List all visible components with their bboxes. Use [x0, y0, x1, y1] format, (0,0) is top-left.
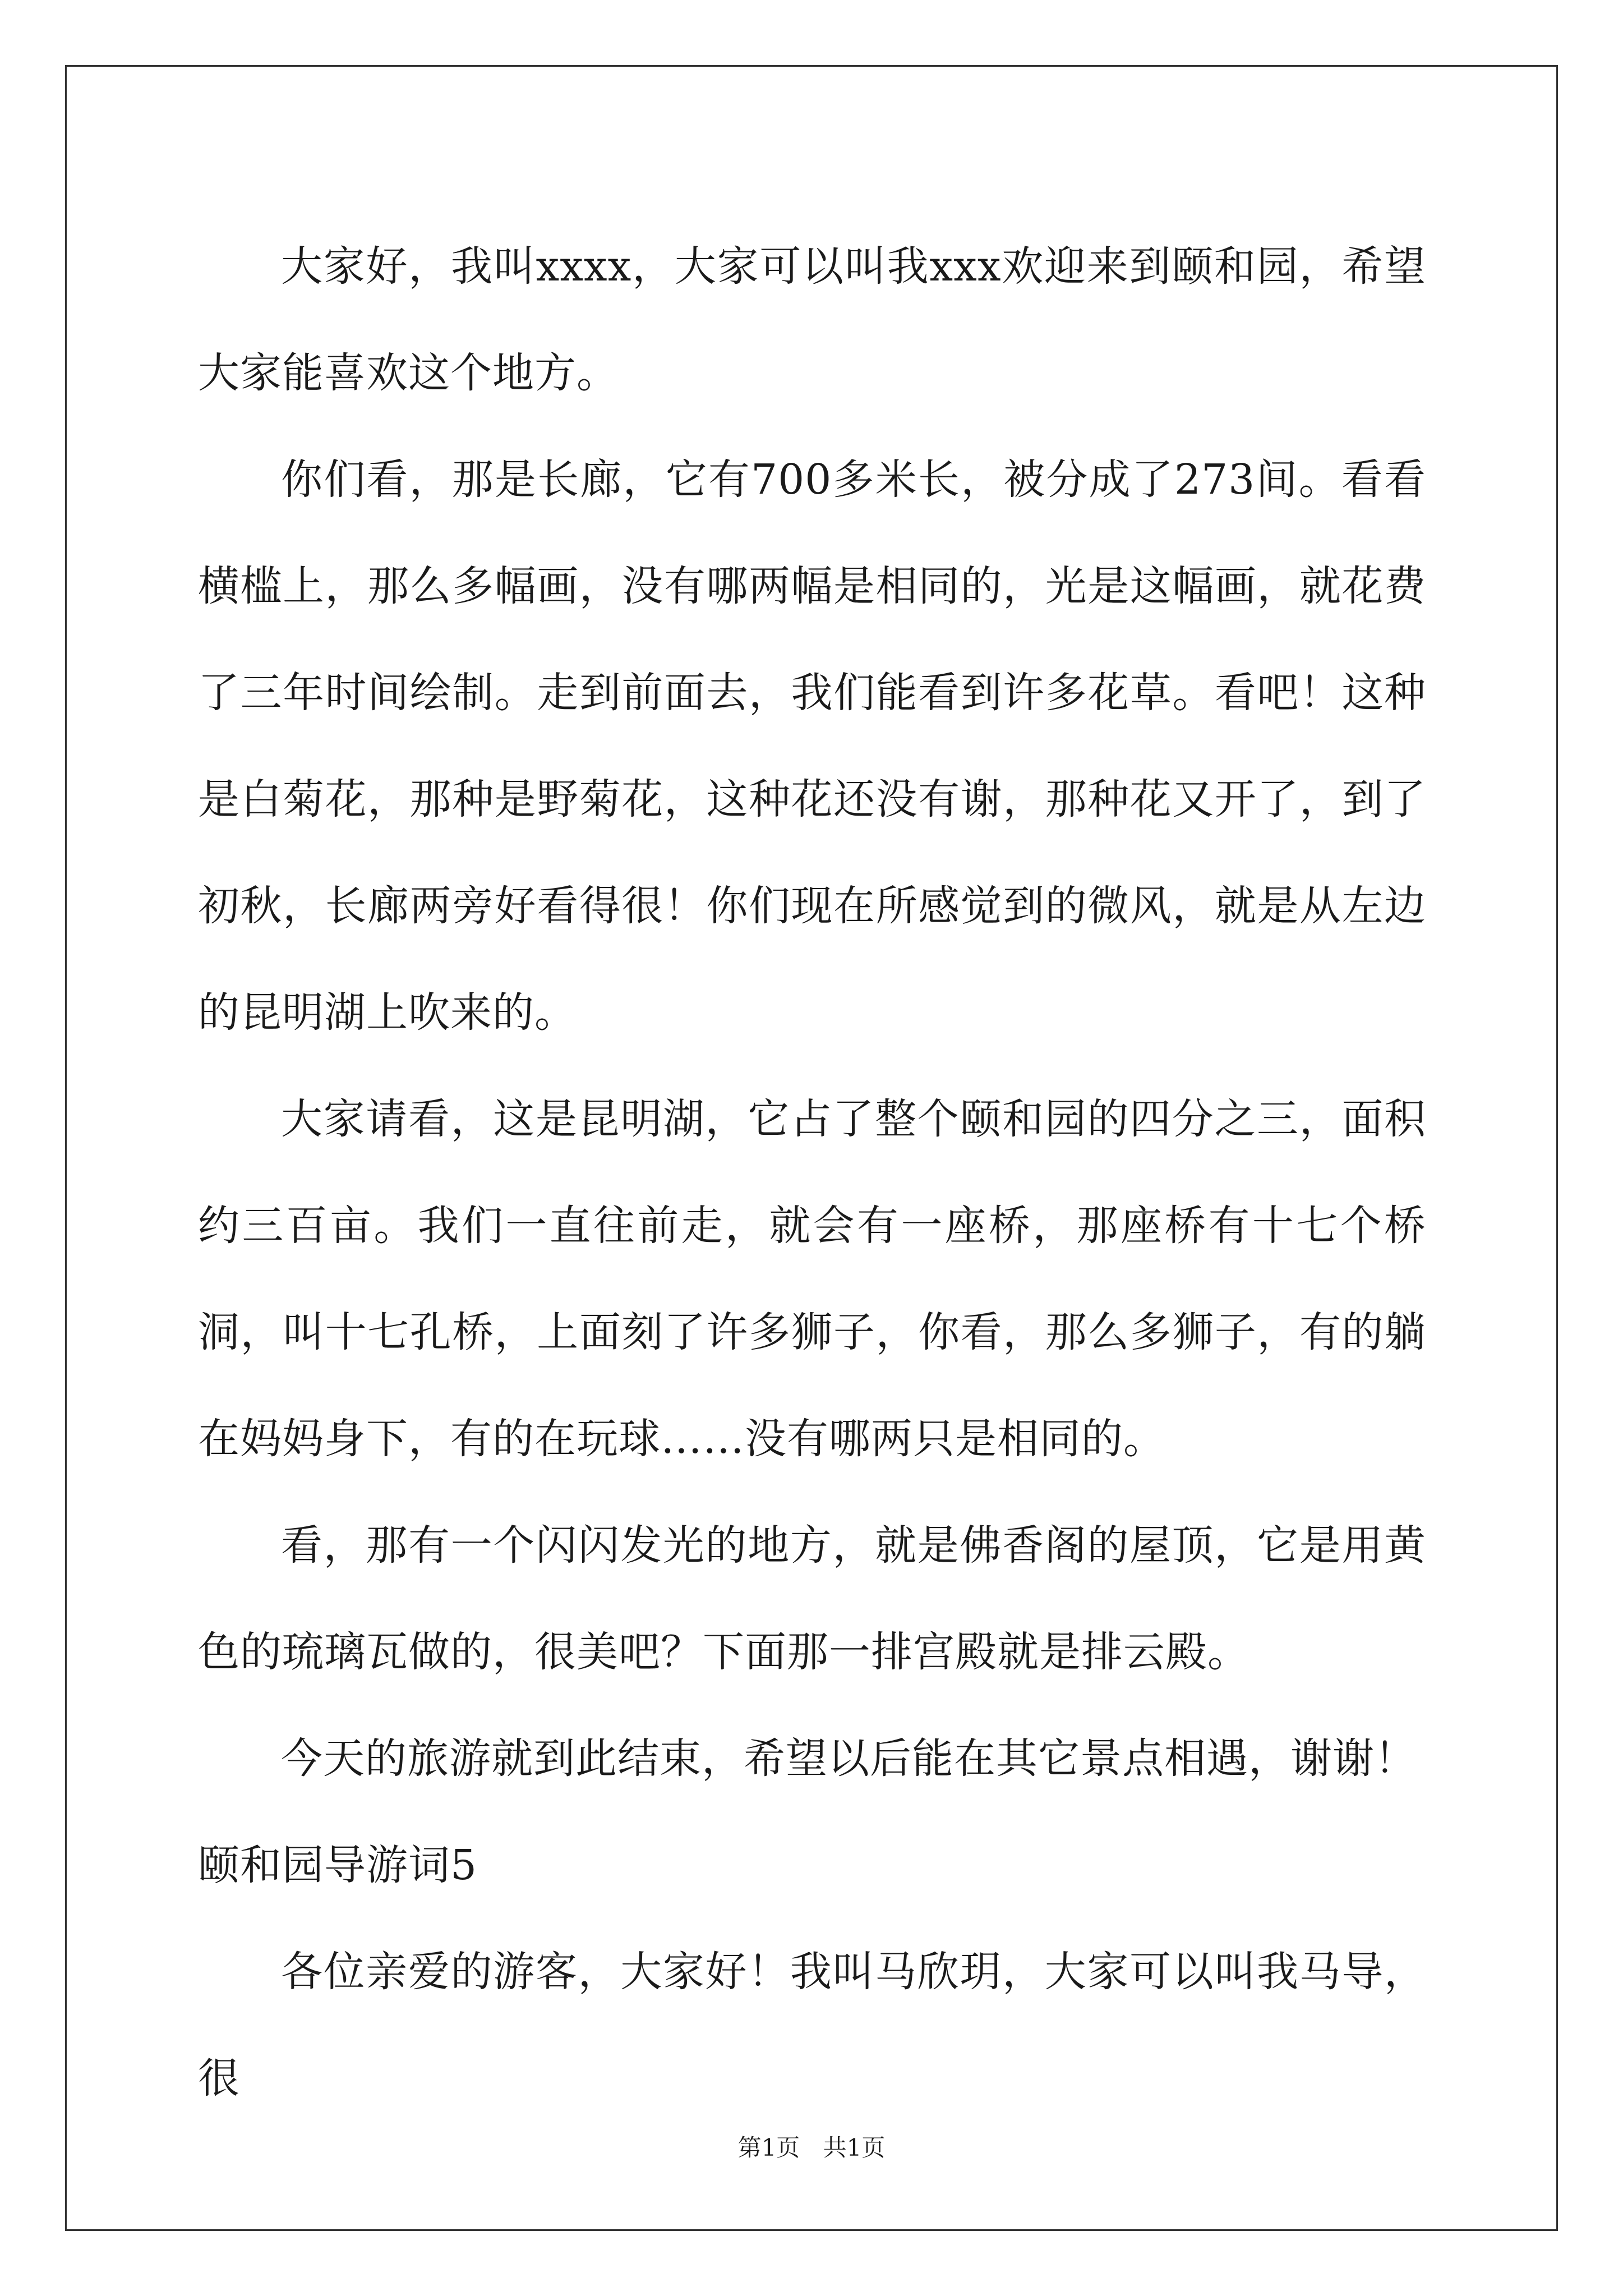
paragraph-greeting: 大家好，我叫xxxx，大家可以叫我xxx欢迎来到颐和园，希望大家能喜欢这个地方。 [198, 242, 1426, 397]
document-body [198, 213, 1426, 2132]
page-number: 第1页 [737, 2134, 800, 2161]
paragraph-kunming-lake: 大家请看，这是昆明湖，它占了整个颐和园的四分之三，面积约三百亩。我们一直往前走，就会有一座桥，那座桥有十七个桥洞，叫十七孔桥，上面刻了许多狮子，你看，那么多狮子，有的躺在妈妈身下，有的在玩球……没有哪两只是相同的。 [198, 1095, 1426, 1463]
section-heading: 颐和园导游词5 [198, 1841, 478, 1889]
page-total: 共1页 [823, 2134, 886, 2161]
paragraph-foxiang-pavilion: 看，那有一个闪闪发光的地方，就是佛香阁的屋顶，它是用黄色的琉璃瓦做的，很美吧？下面那一排宫殿就是排云殿。 [198, 1521, 1426, 1676]
paragraph-closing: 今天的旅游就到此结束，希望以后能在其它景点相遇，谢谢！ [281, 1734, 1417, 1783]
paragraph-long-corridor: 你们看，那是长廊，它有700多米长，被分成了273间。看看横槛上，那么多幅画，没有哪两幅是相同的，光是这幅画，就花费了三年时间绘制。走到前面去，我们能看到许多花草。看吧！这种是白菊花，那种是野菊花，这种花还没有谢，那种花又开了，到了初秋，长廊两旁好看得很！你们现在所感觉到的微风，就是从左边的昆明湖上吹来的。 [198, 455, 1426, 1037]
page-footer [0, 2129, 1623, 2163]
paragraph-next-intro: 各位亲爱的游客，大家好！我叫马欣玥，大家可以叫我马导，很 [198, 1948, 1426, 2102]
